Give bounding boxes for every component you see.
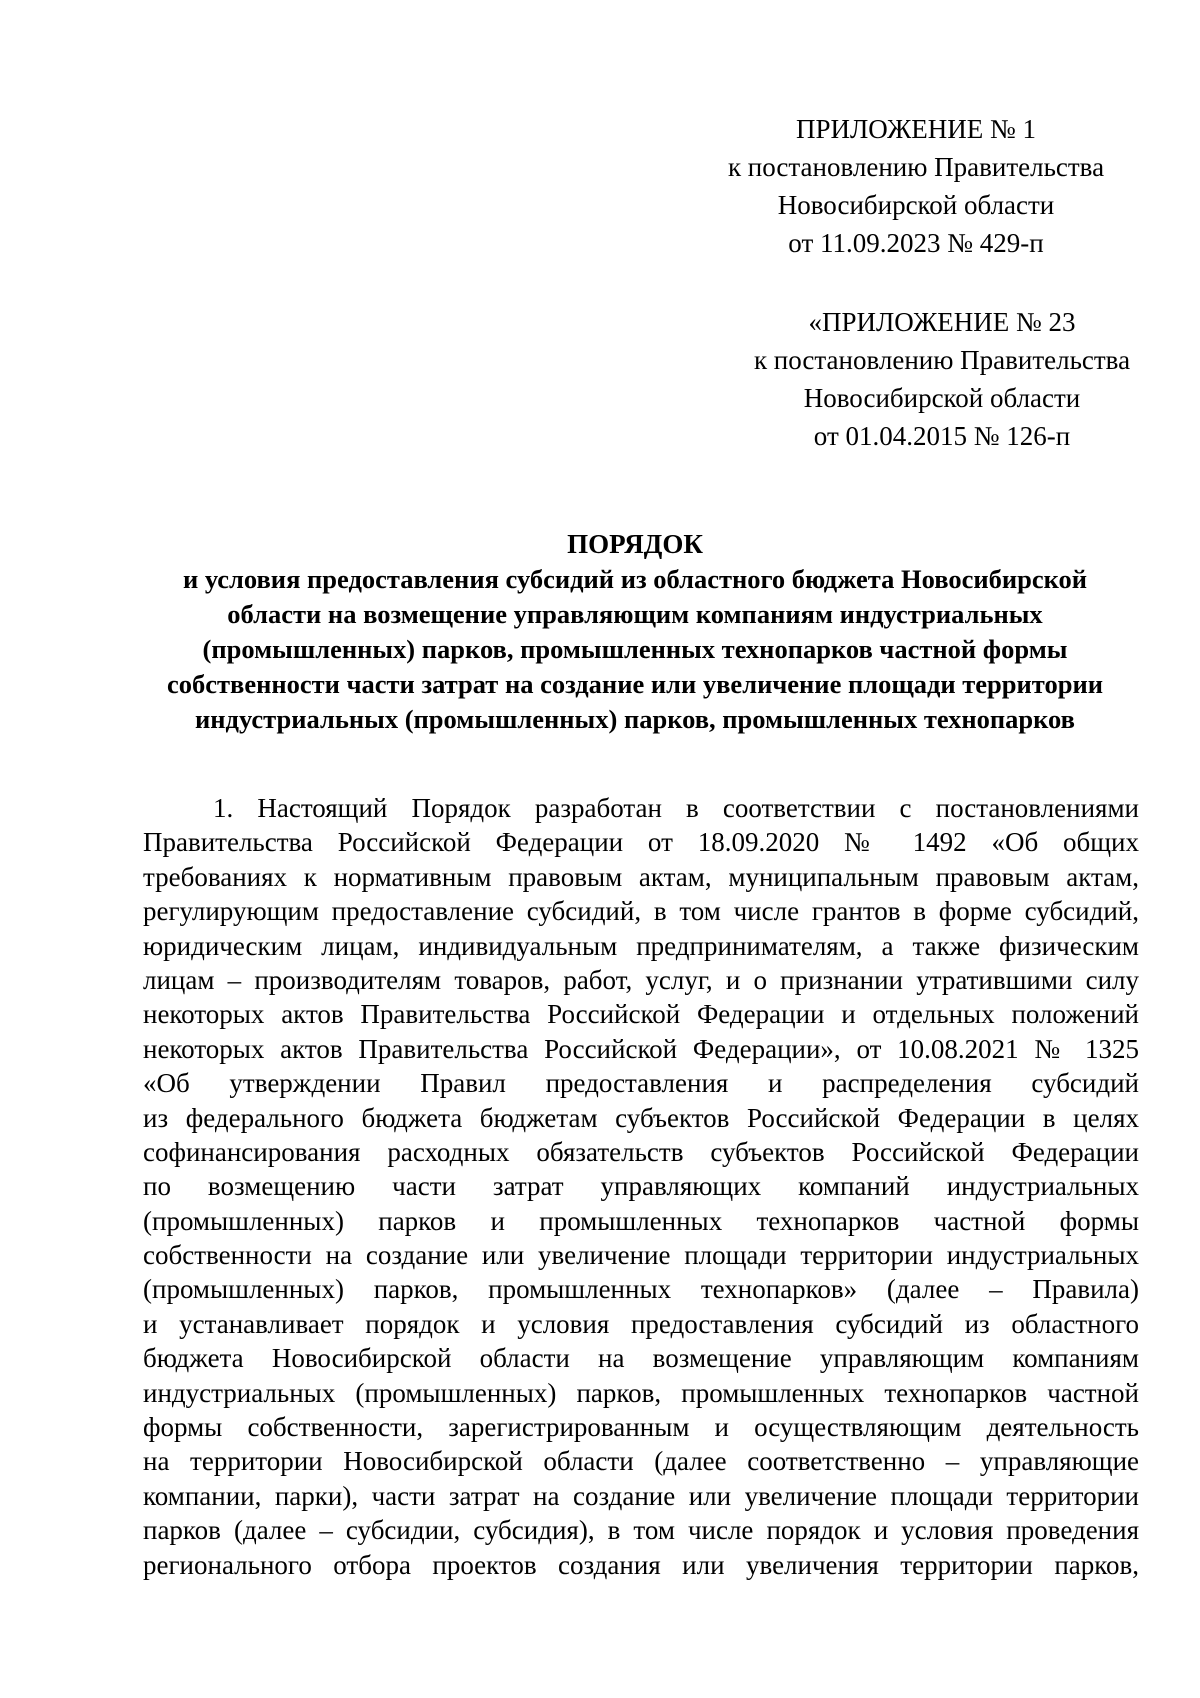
attachment-header-amended	[732, 303, 1152, 455]
paragraph-line: по возмещению части затрат управляющих компаний индустриальных	[143, 1171, 1139, 1202]
title-line: собственности части затрат на создание или увеличение площади территории	[167, 669, 1103, 699]
attachment-header-current	[706, 110, 1126, 262]
attachment-reference: к постановлению Правительства	[753, 345, 1131, 375]
paragraph-line: компании, парки), части затрат на создание или увеличение площади территории	[143, 1480, 1139, 1511]
paragraph-line: некоторых актов Правительства Российской Федерации», от 10.08.2021 № 1325	[143, 1033, 1139, 1064]
paragraph-line: регулирующим предоставление субсидий, в том числе грантов в форме субсидий,	[143, 896, 1139, 927]
attachment-date-number: от 01.04.2015 № 126-п	[813, 421, 1071, 451]
attachment-region: Новосибирской области	[777, 190, 1055, 220]
title-line: области на возмещение управляющим компаниям индустриальных	[227, 599, 1043, 629]
paragraph-line: Правительства Российской Федерации от 18.09.2020 № 1492 «Об общих	[143, 827, 1139, 858]
paragraph-line: бюджета Новосибирской области на возмещение управляющим компаниям	[143, 1343, 1139, 1374]
paragraph-line: регионального отбора проектов создания или увеличения территории парков,	[143, 1549, 1139, 1580]
attachment-region: Новосибирской области	[803, 383, 1081, 413]
paragraph-line: индустриальных (промышленных) парков, промышленных технопарков частной	[143, 1377, 1139, 1408]
attachment-reference: к постановлению Правительства	[727, 152, 1105, 182]
title-line: индустриальных (промышленных) парков, промышленных технопарков	[195, 704, 1075, 734]
document-title	[130, 527, 1140, 737]
attachment-number: «ПРИЛОЖЕНИЕ № 23	[808, 307, 1076, 337]
paragraph-line: парков (далее – субсидии, субсидия), в том числе порядок и условия проведения	[143, 1515, 1139, 1546]
paragraph-1	[143, 791, 1139, 1582]
paragraph-line: собственности на создание или увеличение площади территории индустриальных	[143, 1240, 1139, 1271]
paragraph-line: и устанавливает порядок и условия предоставления субсидий из областного	[143, 1308, 1139, 1339]
paragraph-line: (промышленных) парков, промышленных технопарков» (далее – Правила)	[143, 1274, 1139, 1305]
attachment-date-number: от 11.09.2023 № 429-п	[788, 228, 1044, 258]
paragraph-line: из федерального бюджета бюджетам субъектов Российской Федерации в целях	[143, 1102, 1139, 1133]
title-line: и условия предоставления субсидий из областного бюджета Новосибирской	[182, 564, 1088, 594]
attachment-number: ПРИЛОЖЕНИЕ № 1	[795, 114, 1037, 144]
title-main: ПОРЯДОК	[567, 529, 703, 559]
paragraph-line: юридическим лицам, индивидуальным предпринимателям, а также физическим	[143, 930, 1139, 961]
paragraph-line: «Об утверждении Правил предоставления и распределения субсидий	[143, 1068, 1139, 1099]
paragraph-line: требованиях к нормативным правовым актам, муниципальным правовым актам,	[143, 861, 1139, 892]
paragraph-line: формы собственности, зарегистрированным и осуществляющим деятельность	[143, 1412, 1139, 1443]
paragraph-line: на территории Новосибирской области (далее соответственно – управляющие	[143, 1446, 1139, 1477]
paragraph-line: 1. Настоящий Порядок разработан в соответствии с постановлениями	[213, 793, 1139, 823]
paragraph-line: софинансирования расходных обязательств субъектов Российской Федерации	[143, 1136, 1139, 1167]
paragraph-line: лицам – производителям товаров, работ, услуг, и о признании утратившими силу	[143, 964, 1139, 995]
paragraph-line: (промышленных) парков и промышленных технопарков частной формы	[143, 1205, 1139, 1236]
title-line: (промышленных) парков, промышленных технопарков частной формы	[202, 634, 1068, 664]
paragraph-line: некоторых актов Правительства Российской Федерации и отдельных положений	[143, 999, 1139, 1030]
